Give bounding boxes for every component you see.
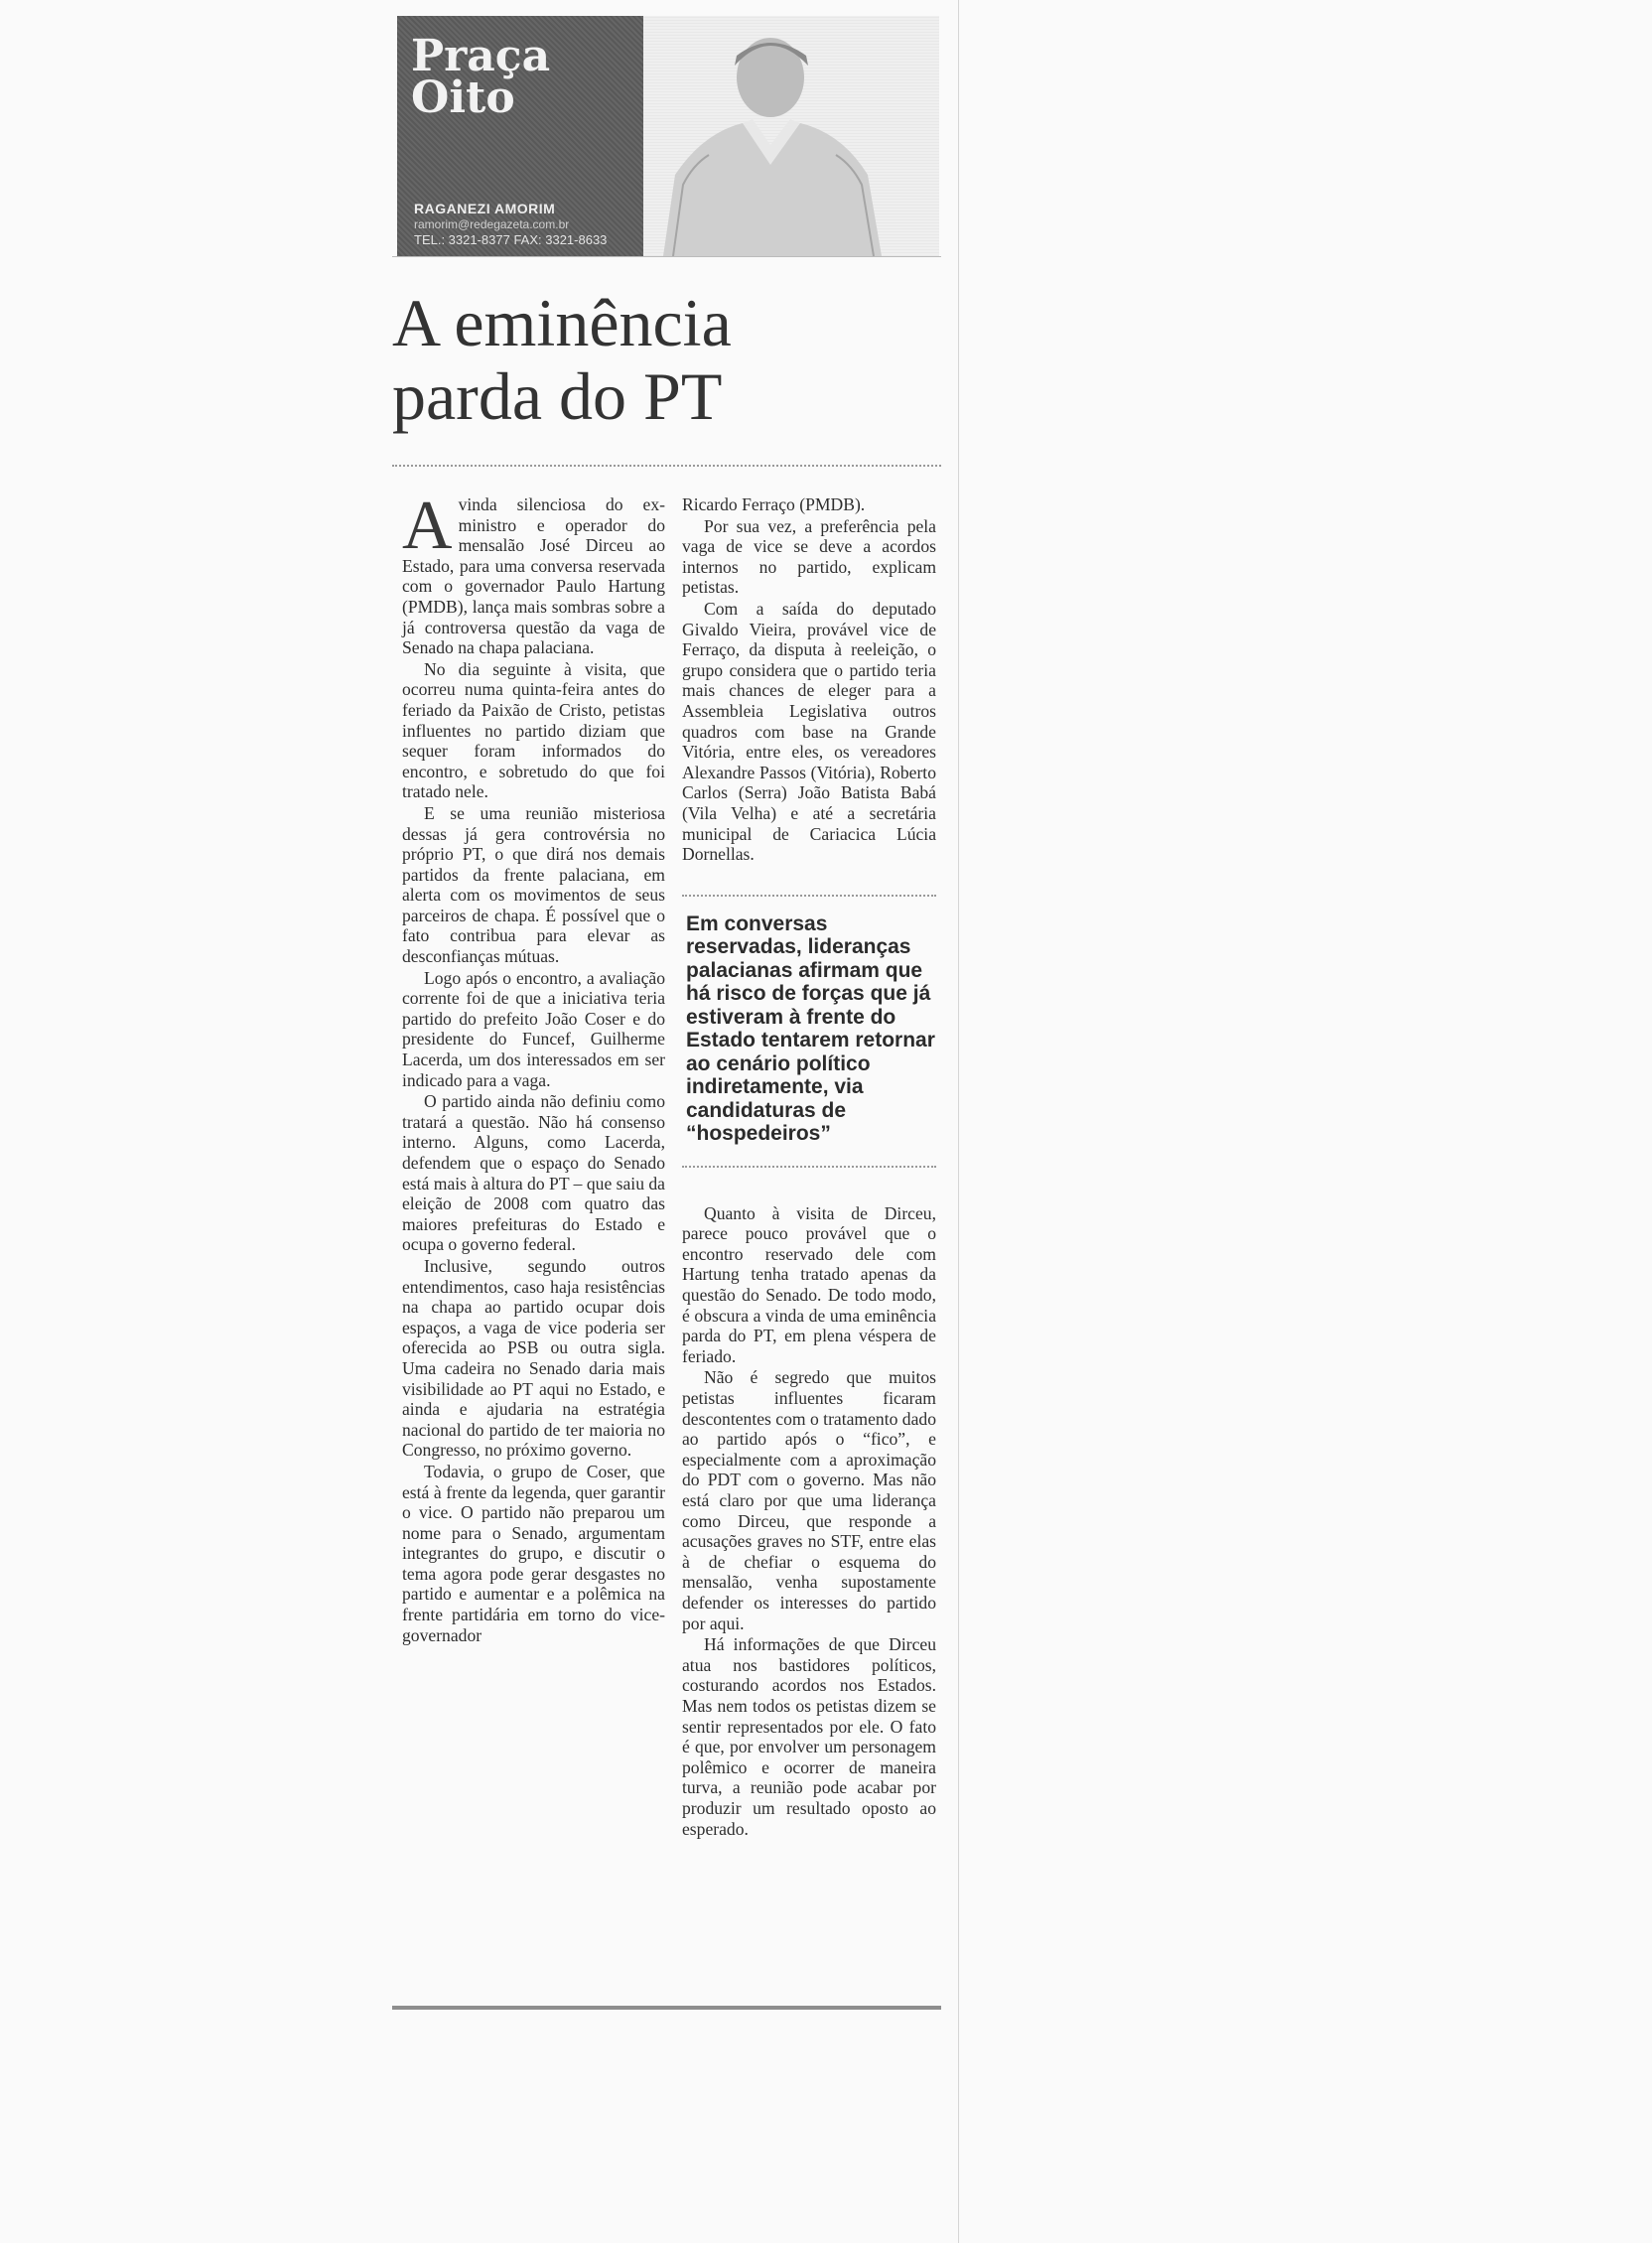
drop-cap: A: [402, 488, 453, 564]
column-banner: [397, 16, 643, 256]
column-name: Praça Oito: [411, 31, 551, 123]
article-bottom-rule: [392, 2006, 941, 2010]
article-column-2: [682, 494, 936, 1840]
article-paragraph: Todavia, o grupo de Coser, que está à frente da legenda, quer garantir o vice. O partido não preparou um nome para o Senado, argumentam integrantes do grupo, e discutir o tema agora pode gerar desgastes no partido e aumentar e a polêmica na frente partidária em torno do vice-governador: [402, 1461, 665, 1645]
page-edge-line: [958, 0, 959, 2243]
article-paragraph: Há informações de que Dirceu atua nos bastidores políticos, costurando acordos nos Estados. Mas nem todos os petistas dizem se sentir representados por ele. O fato é que, por envolver um personagem polêmico e ocorrer de maneira turva, a reunião pode acabar por produzir um resultado oposto ao esperado.: [682, 1634, 936, 1839]
author-email: ramorim@redegazeta.com.br: [414, 217, 570, 231]
article-paragraph: Ricardo Ferraço (PMDB).: [682, 494, 866, 514]
article-paragraph: O partido ainda não definiu como tratará a questão. Não há consenso interno. Alguns, como Lacerda, defendem que o espaço do Senado está mais à altura do PT – que saiu da eleição de 2008 com quatro das maiores prefeituras do Estado e ocupa o governo federal.: [402, 1091, 665, 1255]
article-paragraph: Por sua vez, a preferência pela vaga de vice se deve a acordos internos no partido, explicam petistas.: [682, 515, 936, 598]
author-name: RAGANEZI AMORIM: [414, 201, 556, 216]
headline-divider: [392, 465, 941, 467]
article-paragraph: E se uma reunião misteriosa dessas já gera controvérsia no próprio PT, o que dirá nos demais partidos da frente palaciana, em alerta com os movimentos de seus parceiros de chapa. É possível que o fato contribua para elevar as desconfianças mútuas.: [402, 802, 665, 967]
newspaper-clipping: [392, 6, 941, 2017]
article-paragraph: Não é segredo que muitos petistas influentes ficaram descontentes com o tratamento dado ao partido após o “fico”, e especialmente com a aproximação do PDT com o governo. Mas não está claro por que uma liderança como Dirceu, que responde a acusações graves no STF, entre elas à de chefiar o esquema do mensalão, venha supostamente defender os interesses do partido por aqui.: [682, 1367, 937, 1633]
article-headline: A eminência parda do PT: [392, 285, 732, 434]
article-paragraph: Logo após o encontro, a avaliação corrente foi de que a iniciativa teria partido do prefeito João Coser e do presidente do Funcef, Guilherme Lacerda, um dos interessados em ser indicado para a vaga.: [402, 967, 665, 1090]
author-photo: [643, 16, 939, 256]
article-paragraph: Quanto à visita de Dirceu, parece pouco provável que o encontro reservado dele com Hartung tenha tratado apenas da questão do Senado. De todo modo, é obscura a vinda de uma eminência parda do PT, em plena véspera de feriado.: [682, 1202, 936, 1366]
author-portrait-image: [643, 16, 939, 256]
article-paragraph: Inclusive, segundo outros entendimentos, caso haja resistências na chapa ao partido ocupar dois espaços, a vaga de vice poderia ser oferecida ao PSB ou outra sigla. Uma cadeira no Senado daria mais visibilidade ao PT aqui no Estado, e ainda e ajudaria na estratégia nacional do partido de ter maioria no Congresso, no próximo governo.: [402, 1255, 665, 1461]
article-paragraph: A vinda silenciosa do ex-ministro e operador do mensalão José Dirceu ao Estado, para uma conversa reservada com o governador Paulo Hartung (PMDB), lança mais sombras sobre a já controversa questão da vaga de Senado na chapa palaciana.: [402, 488, 665, 658]
author-phone: TEL.: 3321-8377 FAX: 3321-8633: [414, 232, 608, 247]
article-paragraph: No dia seguinte à visita, que ocorreu numa quinta-feira antes do feriado da Paixão de Cristo, petistas influentes no partido diziam que sequer foram informados do encontro, e sobretudo do que foi tratado nele.: [402, 658, 665, 802]
pull-quote: Em conversas reservadas, lideranças palacianas afirmam que há risco de forças que já estiveram à frente do Estado tentarem retornar ao cenário político indiretamente, via candidaturas de “hospedeiros”: [682, 895, 936, 1168]
article-paragraph: Com a saída do deputado Givaldo Vieira, provável vice de Ferraço, da disputa à reeleição, o grupo considera que o partido teria mais chances de eleger para a Assembleia Legislativa outros quadros com base na Grande Vitória, entre eles, os vereadores Alexandre Passos (Vitória), Roberto Carlos (Serra) João Batista Babá (Vila Velha) e até a secretária municipal de Cariacica Lúcia Dornellas.: [682, 598, 936, 865]
column-header: [392, 6, 941, 257]
article-column-1: [402, 488, 665, 1646]
